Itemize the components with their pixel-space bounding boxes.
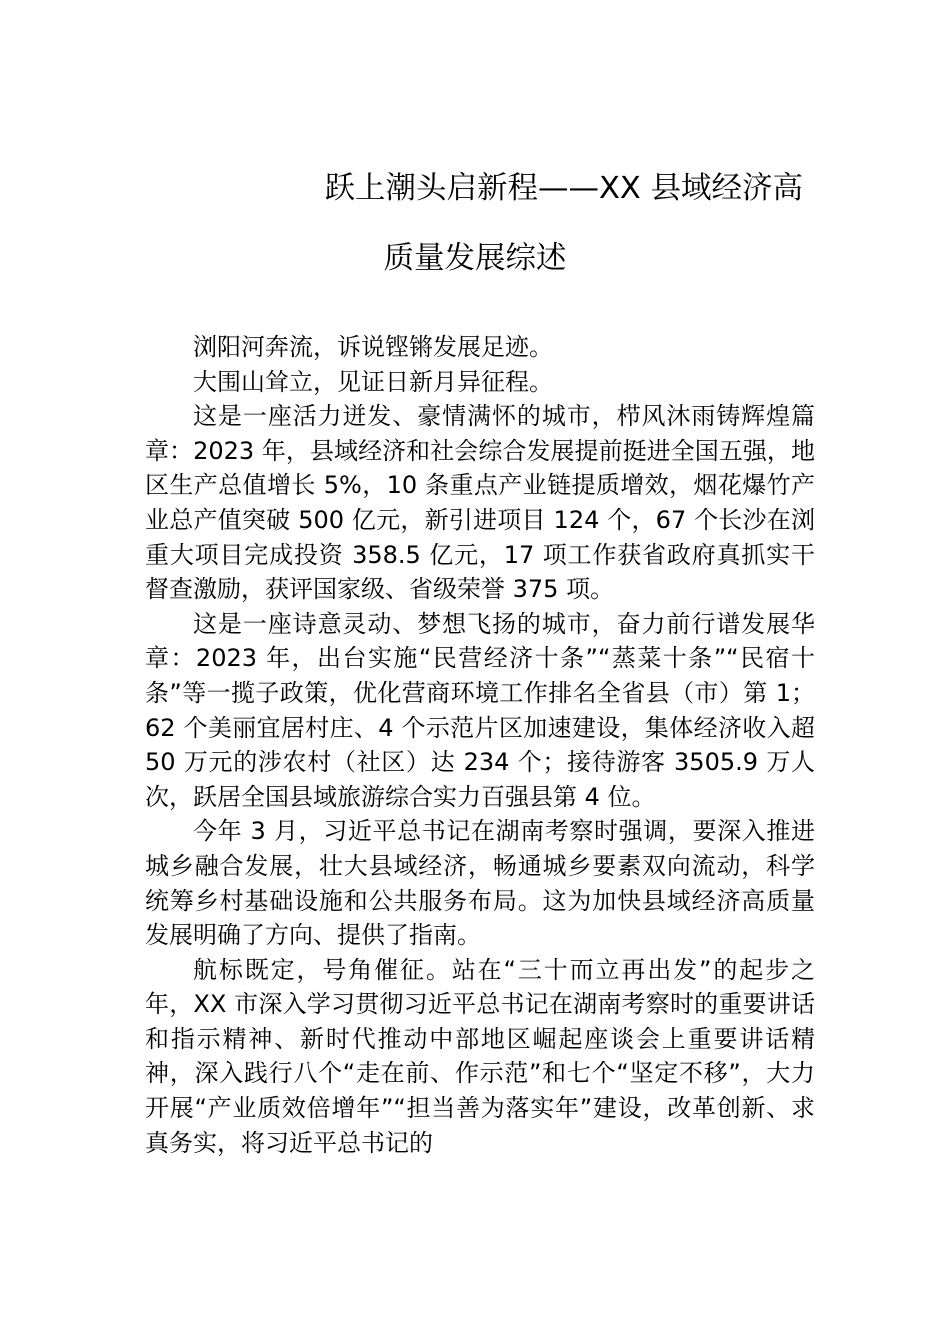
title-line-2: 质量发展综述 bbox=[383, 241, 567, 276]
paragraph: 浏阳河奔流，诉说铿锵发展足迹。 bbox=[193, 333, 553, 361]
paragraph: 航标既定，号角催征。站在“三十而立再出发”的起步之年，XX 市深入学习贯彻习近平总书记在湖南考察时的重要讲话和指示精神、新时代推动中部地区崛起座谈会上重要讲话精神，深入践行八个“走在前、作示范”和七个“坚定不移”，大力开展“产业质效倍增年”“担当善为落实年”建设，改革创新、求真务实，将习近平总书记的 bbox=[145, 955, 815, 1157]
paragraph: 大围山耸立，见证日新月异征程。 bbox=[193, 367, 553, 396]
title-line-1: 跃上潮头启新程——XX 县域经济高 bbox=[324, 171, 803, 206]
paragraph: 今年 3 月，习近平总书记在湖南考察时强调，要深入推进城乡融合发展，壮大县域经济，畅通城乡要素双向流动，科学统筹乡村基础设施和公共服务布局。这为加快县域经济高质量发展明确了方向、提供了指南。 bbox=[145, 817, 815, 950]
body-text bbox=[145, 330, 815, 1160]
paragraph: 这是一座诗意灵动、梦想飞扬的城市，奋力前行谱发展华章：2023 年，出台实施“民营经济十条”“蒸菜十条”“民宿十条”等一揽子政策，优化营商环境工作排名全省县（市）第 1；62 个美丽宜居村庄、4 个示范片区加速建设，集体经济收入超 50 万元的涉农村（社区）达 234 个；接待游客 3505.9 万人次，跃居全国县域旅游综合实力百强县第 4 位。 bbox=[145, 609, 815, 811]
paragraph: 这是一座活力迸发、豪情满怀的城市，栉风沐雨铸辉煌篇章：2023 年，县域经济和社会综合发展提前挺进全国五强，地区生产总值增长 5%，10 条重点产业链提质增效，烟花爆竹产业总产值突破 500 亿元，新引进项目 124 个，67 个长沙在浏重大项目完成投资 358.5 亿元，17 项工作获省政府真抓实干督查激励，获评国家级、省级荣誉 375 项。 bbox=[145, 402, 815, 604]
